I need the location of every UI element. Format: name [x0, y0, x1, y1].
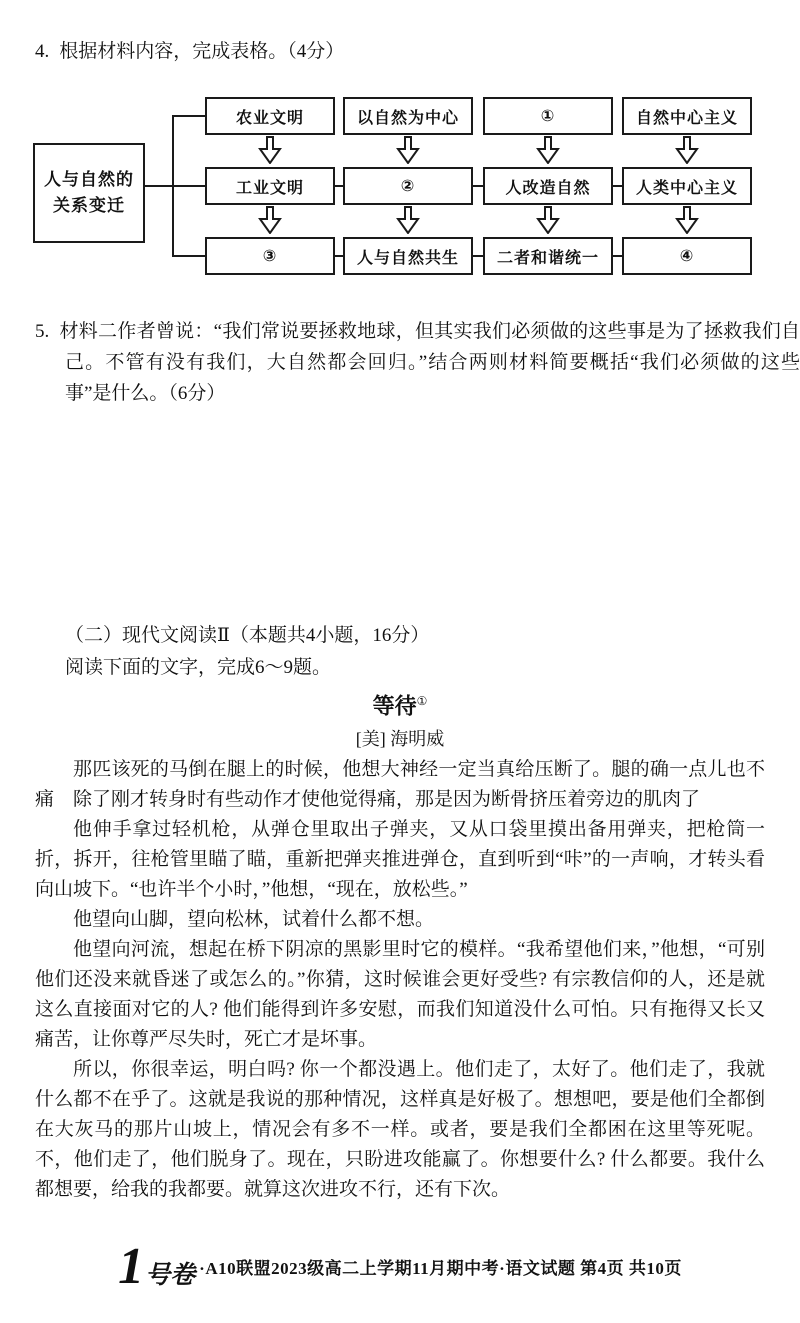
down-arrow-icon: [396, 136, 420, 164]
diagram-root-line1: 人与自然的: [44, 169, 134, 189]
question-4-text: 根据材料内容，完成表格。（4分）: [59, 41, 345, 62]
diagram-box: 二者和谐统一: [483, 237, 613, 275]
question-5: [35, 316, 800, 409]
reading-section: [35, 620, 765, 1205]
connector-line: [613, 255, 622, 257]
connector-line: [172, 255, 205, 257]
question-5-text: 材料二作者曾说：“我们常说要拯救地球，但其实我们必须做的这些事是为了拯救我们自己。不管有没有我们，大自然都会回归。”结合两则材料简要概括“我们必须做的这些事”是什么。（6分）: [59, 321, 800, 404]
diagram-box-blank-4: ④: [622, 237, 752, 275]
question-4-number: 4.: [35, 41, 50, 62]
diagram-root-line2: 关系变迁: [53, 196, 125, 215]
passage-paragraph: 他望向山脚，望向松林，试着什么都不想。: [73, 909, 435, 931]
diagram-box: 农业文明: [205, 97, 335, 135]
question-4: [35, 36, 765, 67]
connector-line: [172, 115, 205, 117]
down-arrow-icon: [536, 206, 560, 234]
passage-title-note: ①: [416, 694, 428, 708]
passage-title-text: 等待: [372, 693, 417, 719]
connector-line: [473, 255, 483, 257]
passage-paragraph: 他望向河流，想起在桥下阴凉的黑影里时它的模样。“我希望他们来，”他想，“可别他们还没来就昏迷了或怎么的。”你猜，这时候谁会更好受些? 有宗教信仰的人，还是就这么直接面对它的人? 他们能得到许多安慰，而我们知道没什么可怕。只有拖得又长又痛苦，让你尊严尽失时，死亡才是坏事。: [35, 939, 765, 1051]
down-arrow-icon: [258, 206, 282, 234]
diagram-box-blank-3: ③: [205, 237, 335, 275]
diagram-box: 自然中心主义: [622, 97, 752, 135]
connector-line: [473, 185, 483, 187]
passage-paragraph: 那匹该死的马倒在腿上的时候，他想大神经一定当真给压断了。腿的确一点儿也不痛 除了刚才转身时有些动作才使他觉得痛，那是因为断骨挤压着旁边的肌肉了: [35, 759, 765, 811]
diagram-root-box: [33, 143, 145, 243]
exam-brand-logo: [118, 1238, 196, 1295]
connector-line: [335, 255, 343, 257]
connector-line: [335, 185, 343, 187]
diagram-box-blank-1: ①: [483, 97, 613, 135]
footer-text: ·A10联盟2023级高二上学期11月期中考·语文试题 第4页 共10页: [199, 1259, 682, 1279]
question-5-number: 5.: [35, 321, 50, 342]
logo-text: 号卷: [145, 1261, 196, 1289]
diagram-box: 人与自然共生: [343, 237, 473, 275]
diagram-box: 工业文明: [205, 167, 335, 205]
down-arrow-icon: [536, 136, 560, 164]
passage-paragraph: 他伸手拿过轻机枪，从弹仓里取出子弹夹，又从口袋里摸出备用弹夹，把枪筒一折，拆开，往枪管里瞄了瞄，重新把弹夹推进弹仓，直到听到“咔”的一声响，才转头看向山坡下。“也许半个小时，”他想，“现在，放松些。”: [35, 819, 765, 901]
diagram-box: 以自然为中心: [343, 97, 473, 135]
diagram-box: 人改造自然: [483, 167, 613, 205]
diagram-box-blank-2: ②: [343, 167, 473, 205]
connector-line: [613, 185, 622, 187]
passage-author: [美] 海明威: [355, 729, 445, 750]
section-instruction: 阅读下面的文字，完成6～9题。: [65, 657, 332, 678]
logo-numeral: 1: [118, 1238, 145, 1295]
down-arrow-icon: [675, 206, 699, 234]
down-arrow-icon: [675, 136, 699, 164]
down-arrow-icon: [396, 206, 420, 234]
passage-title: [35, 684, 765, 723]
section-heading: （二）现代文阅读Ⅱ（本题共4小题，16分）: [65, 625, 430, 646]
page-footer: [0, 1238, 800, 1295]
passage-paragraph: 所以，你很幸运，明白吗? 你一个都没遇上。他们走了，太好了。他们走了，我就什么都不在乎了。这就是我说的那种情况，这样真是好极了。想想吧，要是他们全都倒在大灰马的那片山坡上，情况会有多不一样。或者，要是我们全都困在这里等死呢。不，他们走了，他们脱身了。现在，只盼进攻能赢了。你想要什么? 什么都要。我什么都想要，给我的我都要。就算这次进攻不行，还有下次。: [35, 1059, 765, 1201]
connector-line: [172, 115, 174, 257]
relationship-diagram: [33, 95, 760, 285]
connector-line: [143, 185, 205, 187]
diagram-box: 人类中心主义: [622, 167, 752, 205]
down-arrow-icon: [258, 136, 282, 164]
